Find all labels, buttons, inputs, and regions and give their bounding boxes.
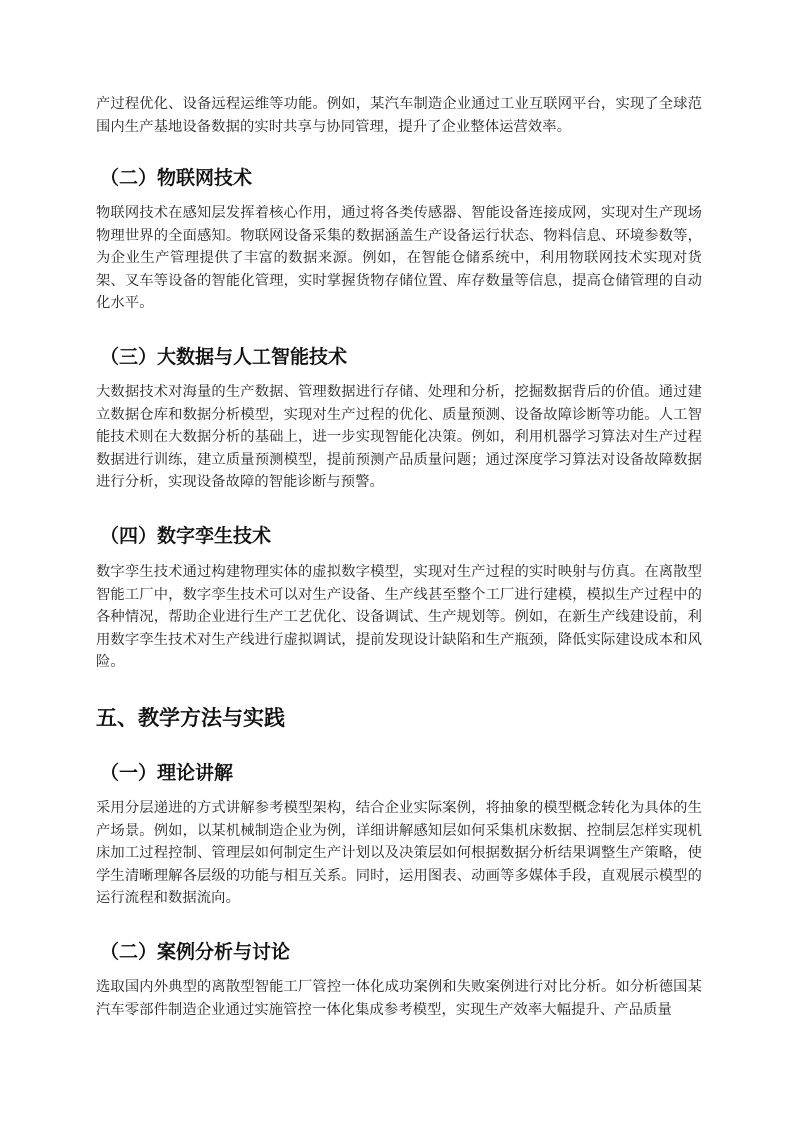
section-heading-bigdata-ai: （三）大数据与人工智能技术 — [100, 346, 348, 368]
section-heading-iot: （二）物联网技术 — [100, 167, 253, 189]
paragraph-theory: 采用分层递进的方式讲解参考模型架构，结合企业实际案例，将抽象的模型概念转化为具体的生产场景。例如，以某机械制造企业为例，详细讲解感知层如何采集机床数据、控制层怎样实现机床加工过程控制、管理层如何制定生产计划以及决策层如何根据数据分析结果调整生产策略，使学生清晰理解各层级的功能与相互关系。同时，运用图表、动画等多媒体手段，直观展示模型的运行流程和数据流向。 — [96, 800, 702, 906]
paragraph-iot: 物联网技术在感知层发挥着核心作用，通过将各类传感器、智能设备连接成网，实现对生产现场物理世界的全面感知。物联网设备采集的数据涵盖生产设备运行状态、物料信息、环境参数等，为企业生产管理提供了丰富的数据来源。例如，在智能仓储系统中，利用物联网技术实现对货架、叉车等设备的智能化管理，实时掌握货物存储位置、库存数量等信息，提高仓储管理的自动化水平。 — [96, 205, 702, 311]
paragraph-intro-continuation: 产过程优化、设备远程运维等功能。例如，某汽车制造企业通过工业互联网平台，实现了全球范围内生产基地设备数据的实时共享与协同管理，提升了企业整体运营效率。 — [96, 96, 702, 135]
chapter-heading-teaching-methods: 五、教学方法与实践 — [96, 706, 285, 730]
paragraph-bigdata-ai: 大数据技术对海量的生产数据、管理数据进行存储、处理和分析，挖掘数据背后的价值。通过建立数据仓库和数据分析模型，实现对生产过程的优化、质量预测、设备故障诊断等功能。人工智能技术则在大数据分析的基础上，进一步实现智能化决策。例如，利用机器学习算法对生产过程数据进行训练，建立质量预测模型，提前预测产品质量问题；通过深度学习算法对设备故障数据进行分析，实现设备故障的智能诊断与预警。 — [96, 384, 702, 490]
section-heading-case-analysis: （二）案例分析与讨论 — [100, 941, 291, 963]
paragraph-digital-twin: 数字孪生技术通过构建物理实体的虚拟数字模型，实现对生产过程的实时映射与仿真。在离散型智能工厂中，数字孪生技术可以对生产设备、生产线甚至整个工厂进行建模，模拟生产过程中的各种情况，帮助企业进行生产工艺优化、设备调试、生产规划等。例如，在新生产线建设前，利用数字孪生技术对生产线进行虚拟调试，提前发现设计缺陷和生产瓶颈，降低实际建设成本和风险。 — [96, 564, 702, 670]
section-heading-digital-twin: （四）数字孪生技术 — [100, 525, 272, 547]
paragraph-case-analysis: 选取国内外典型的离散型智能工厂管控一体化成功案例和失败案例进行对比分析。如分析德国某汽车零部件制造企业通过实施管控一体化集成参考模型，实现生产效率大幅提升、产品质量 — [96, 979, 702, 1018]
section-heading-theory: （一）理论讲解 — [100, 762, 234, 784]
